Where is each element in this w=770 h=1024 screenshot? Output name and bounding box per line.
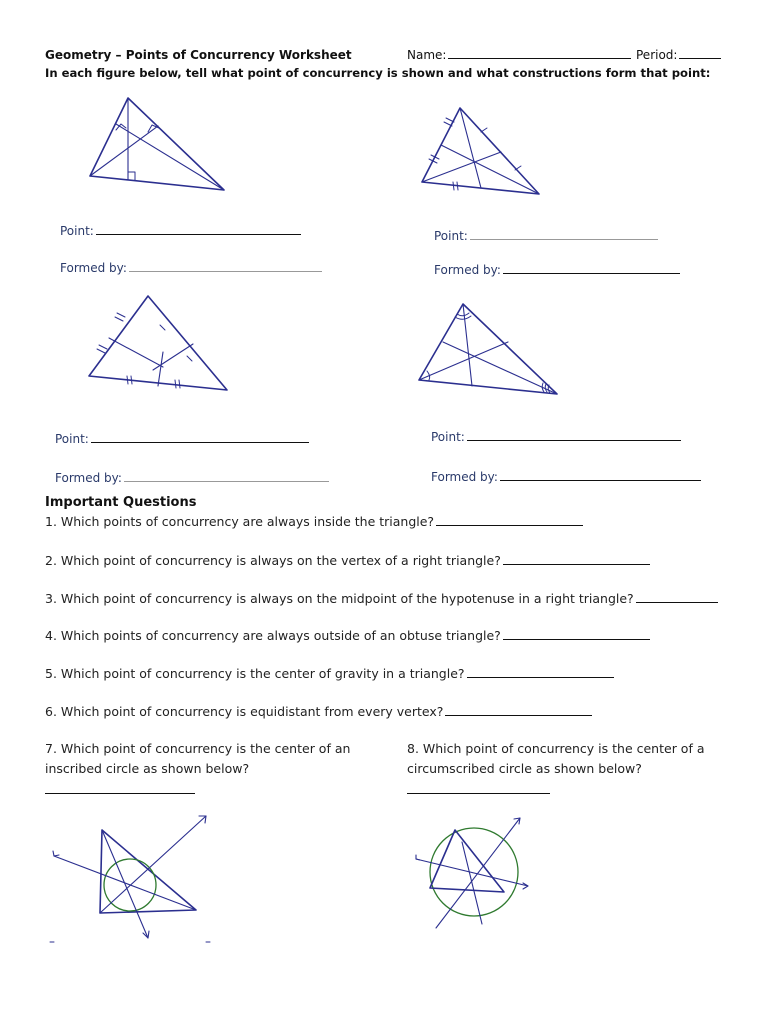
figure-4-formed-label: Formed by: <box>431 470 498 484</box>
figure-3-formed-label: Formed by: <box>55 471 122 485</box>
figure-1-point-field[interactable] <box>60 224 301 238</box>
question-2-answer-blank[interactable] <box>503 563 650 565</box>
figure-4-formed-blank[interactable] <box>500 479 701 481</box>
name-field[interactable] <box>407 48 631 62</box>
figure-2-medians-triangle <box>415 102 550 197</box>
question-1-text: 1. Which points of concurrency are always inside the triangle? <box>45 514 435 529</box>
question-8-line-2: circumscribed circle as shown below? <box>407 761 642 776</box>
question-4[interactable] <box>45 628 650 643</box>
figure-1-formed-blank[interactable] <box>129 270 322 272</box>
figure-3-perpendicular-bisectors-triangle <box>85 292 235 397</box>
figure-4-point-field[interactable] <box>431 430 681 444</box>
figure-2-formed-blank[interactable] <box>503 272 680 274</box>
question-5[interactable] <box>45 666 614 681</box>
figure-2-formed-label: Formed by: <box>434 263 501 277</box>
name-label: Name: <box>407 48 447 62</box>
worksheet-title: Geometry – Points of Concurrency Worksheet <box>45 48 352 62</box>
question-3-text: 3. Which point of concurrency is always on the midpoint of the hypotenuse in a right triangle? <box>45 591 634 606</box>
period-label: Period: <box>636 48 678 62</box>
figure-1-formed-field[interactable] <box>60 261 322 275</box>
questions-heading: Important Questions <box>45 495 197 510</box>
figure-1-point-blank[interactable] <box>96 233 301 235</box>
question-1[interactable] <box>45 514 583 529</box>
question-6-answer-blank[interactable] <box>445 714 592 716</box>
question-5-text: 5. Which point of concurrency is the center of gravity in a triangle? <box>45 666 465 681</box>
figure-4-point-label: Point: <box>431 430 465 444</box>
question-6[interactable] <box>45 704 592 719</box>
figure-3-point-field[interactable] <box>55 432 309 446</box>
question-4-answer-blank[interactable] <box>503 638 650 640</box>
figure-1-point-label: Point: <box>60 224 94 238</box>
question-7-line-2: inscribed circle as shown below? <box>45 761 250 776</box>
figure-3-formed-blank[interactable] <box>124 480 329 482</box>
figure-2-point-field[interactable] <box>434 229 658 243</box>
figure-2-point-blank[interactable] <box>470 238 658 240</box>
question-2-text: 2. Which point of concurrency is always on the vertex of a right triangle? <box>45 553 501 568</box>
figure-3-point-label: Point: <box>55 432 89 446</box>
question-3-answer-blank[interactable] <box>636 601 718 603</box>
question-7-line-1: 7. Which point of concurrency is the center of an <box>45 741 351 756</box>
question-8-answer-blank[interactable] <box>407 793 550 794</box>
figure-2-point-label: Point: <box>434 229 468 243</box>
question-5-answer-blank[interactable] <box>467 676 614 678</box>
instructions: In each figure below, tell what point of concurrency is shown and what constructions form that point: <box>45 66 711 80</box>
figure-2-formed-field[interactable] <box>434 263 680 277</box>
period-field[interactable] <box>636 48 721 62</box>
question-2[interactable] <box>45 553 650 568</box>
name-blank[interactable] <box>448 57 631 59</box>
question-6-text: 6. Which point of concurrency is equidistant from every vertex? <box>45 704 444 719</box>
figure-8-circumscribed-circle <box>412 812 537 934</box>
question-4-text: 4. Which points of concurrency are always outside of an obtuse triangle? <box>45 628 501 643</box>
figure-3-formed-field[interactable] <box>55 471 329 485</box>
question-3[interactable] <box>45 591 718 606</box>
question-1-answer-blank[interactable] <box>436 524 583 526</box>
question-7-answer-blank[interactable] <box>45 793 195 794</box>
figure-3-point-blank[interactable] <box>91 441 309 443</box>
question-8-line-1: 8. Which point of concurrency is the center of a <box>407 741 705 756</box>
figure-4-angle-bisectors-triangle <box>415 298 565 398</box>
figure-1-formed-label: Formed by: <box>60 261 127 275</box>
figure-1-altitudes-triangle <box>80 92 240 197</box>
period-blank[interactable] <box>679 57 721 59</box>
figure-7-inscribed-circle <box>48 810 228 945</box>
figure-4-point-blank[interactable] <box>467 439 681 441</box>
figure-4-formed-field[interactable] <box>431 470 701 484</box>
